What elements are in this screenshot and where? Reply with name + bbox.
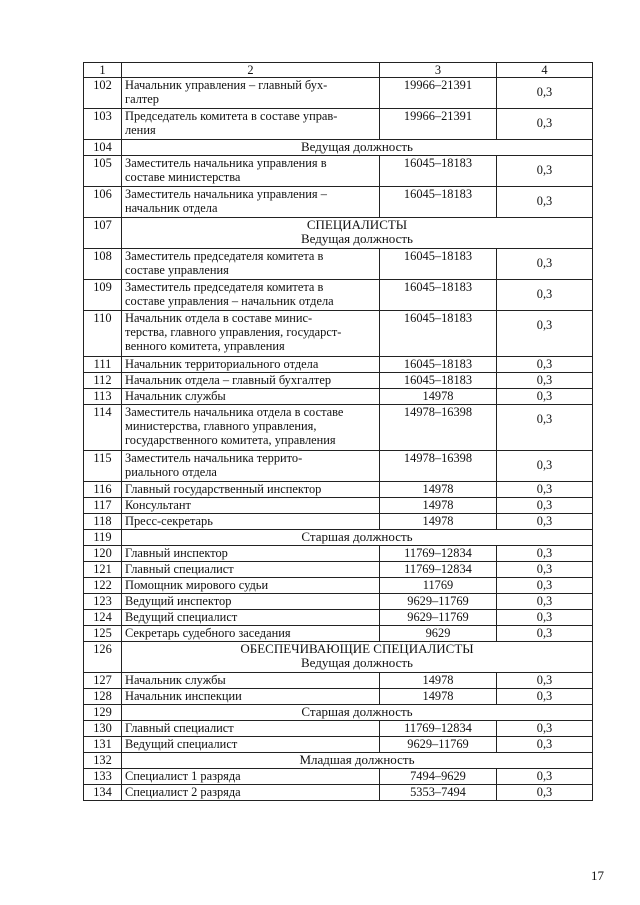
- table-row: [84, 249, 593, 280]
- section-heading: [122, 705, 593, 721]
- coefficient: 0,3: [497, 689, 593, 705]
- row-number: 113: [84, 389, 122, 405]
- row-number: 112: [84, 373, 122, 389]
- position-name: Специалист 1 разряда: [122, 769, 380, 785]
- table-row: [84, 673, 593, 689]
- row-number: 117: [84, 498, 122, 514]
- section-title-line: Ведущая должность: [301, 231, 413, 246]
- coefficient: 0,3: [497, 280, 593, 311]
- position-name: Ведущий специалист: [122, 610, 380, 626]
- position-name: Начальник инспекции: [122, 689, 380, 705]
- salary-range: 14978–16398: [380, 405, 497, 451]
- table-row: [84, 546, 593, 562]
- row-number: 123: [84, 594, 122, 610]
- row-number: 128: [84, 689, 122, 705]
- table-row: [84, 357, 593, 373]
- coefficient: 0,3: [497, 249, 593, 280]
- row-number: 114: [84, 405, 122, 451]
- salary-range: 19966–21391: [380, 78, 497, 109]
- row-number: 118: [84, 514, 122, 530]
- row-number: 132: [84, 753, 122, 769]
- row-number: 106: [84, 187, 122, 218]
- coefficient: 0,3: [497, 373, 593, 389]
- position-name: Главный специалист: [122, 562, 380, 578]
- positions-table: [83, 62, 593, 801]
- column-number-1: 1: [84, 63, 122, 78]
- coefficient: 0,3: [497, 482, 593, 498]
- row-number: 103: [84, 109, 122, 140]
- salary-range: 14978: [380, 482, 497, 498]
- section-heading: [122, 642, 593, 673]
- coefficient: 0,3: [497, 311, 593, 357]
- row-number: 130: [84, 721, 122, 737]
- table-row: [84, 626, 593, 642]
- table-row: [84, 578, 593, 594]
- coefficient: 0,3: [497, 498, 593, 514]
- row-number: 134: [84, 785, 122, 801]
- coefficient: 0,3: [497, 785, 593, 801]
- section-title-line: Ведущая должность: [301, 139, 413, 154]
- coefficient: 0,3: [497, 737, 593, 753]
- coefficient: 0,3: [497, 156, 593, 187]
- coefficient: 0,3: [497, 389, 593, 405]
- column-number-2: 2: [122, 63, 380, 78]
- row-number: 105: [84, 156, 122, 187]
- table-row: [84, 482, 593, 498]
- coefficient: 0,3: [497, 78, 593, 109]
- section-row: [84, 140, 593, 156]
- table-row: [84, 785, 593, 801]
- section-row: [84, 218, 593, 249]
- row-number: 115: [84, 451, 122, 482]
- table-row: [84, 498, 593, 514]
- coefficient: 0,3: [497, 451, 593, 482]
- table-row: [84, 280, 593, 311]
- section-row: [84, 530, 593, 546]
- row-number: 124: [84, 610, 122, 626]
- salary-range: 11769–12834: [380, 546, 497, 562]
- row-number: 121: [84, 562, 122, 578]
- coefficient: 0,3: [497, 610, 593, 626]
- row-number: 119: [84, 530, 122, 546]
- row-number: 122: [84, 578, 122, 594]
- position-name: Пресс-секретарь: [122, 514, 380, 530]
- table-row: [84, 156, 593, 187]
- position-name: Главный инспектор: [122, 546, 380, 562]
- position-name: Главный специалист: [122, 721, 380, 737]
- coefficient: 0,3: [497, 405, 593, 451]
- salary-range: 14978–16398: [380, 451, 497, 482]
- table-row: [84, 78, 593, 109]
- column-number-row: [84, 63, 593, 78]
- section-title-line: Старшая должность: [301, 529, 413, 544]
- table-row: [84, 389, 593, 405]
- row-number: 120: [84, 546, 122, 562]
- section-row: [84, 705, 593, 721]
- position-name: Специалист 2 разряда: [122, 785, 380, 801]
- salary-range: 9629–11769: [380, 737, 497, 753]
- salary-range: 11769–12834: [380, 721, 497, 737]
- salary-range: 14978: [380, 498, 497, 514]
- section-title-line: ОБЕСПЕЧИВАЮЩИЕ СПЕЦИАЛИСТЫ: [240, 641, 474, 656]
- salary-range: 14978: [380, 673, 497, 689]
- salary-range: 16045–18183: [380, 373, 497, 389]
- table-row: [84, 187, 593, 218]
- row-number: 133: [84, 769, 122, 785]
- position-name: Заместитель начальника террито- риального отдела: [122, 451, 380, 482]
- coefficient: 0,3: [497, 594, 593, 610]
- salary-range: 16045–18183: [380, 357, 497, 373]
- page-number: 17: [591, 868, 604, 883]
- table-row: [84, 451, 593, 482]
- table-row: [84, 373, 593, 389]
- position-name: Заместитель начальника управления в составе министерства: [122, 156, 380, 187]
- position-name: Начальник территориального отдела: [122, 357, 380, 373]
- position-name: Заместитель начальника отдела в составе министерства, главного управления, государственного комитета, управления: [122, 405, 380, 451]
- table-row: [84, 594, 593, 610]
- position-name: Ведущий специалист: [122, 737, 380, 753]
- row-number: 125: [84, 626, 122, 642]
- position-name: Начальник отдела – главный бухгалтер: [122, 373, 380, 389]
- coefficient: 0,3: [497, 187, 593, 218]
- coefficient: 0,3: [497, 673, 593, 689]
- coefficient: 0,3: [497, 546, 593, 562]
- position-name: Консультант: [122, 498, 380, 514]
- row-number: 110: [84, 311, 122, 357]
- coefficient: 0,3: [497, 769, 593, 785]
- coefficient: 0,3: [497, 626, 593, 642]
- section-heading: [122, 753, 593, 769]
- section-heading: [122, 530, 593, 546]
- table-row: [84, 109, 593, 140]
- section-title-line: Старшая должность: [301, 704, 413, 719]
- table-row: [84, 737, 593, 753]
- row-number: 129: [84, 705, 122, 721]
- position-name: Начальник службы: [122, 673, 380, 689]
- position-name: Ведущий инспектор: [122, 594, 380, 610]
- row-number: 131: [84, 737, 122, 753]
- coefficient: 0,3: [497, 578, 593, 594]
- section-title-line: СПЕЦИАЛИСТЫ: [306, 217, 408, 232]
- positions-table-body: [84, 63, 593, 801]
- salary-range: 11769–12834: [380, 562, 497, 578]
- position-name: Главный государственный инспектор: [122, 482, 380, 498]
- salary-range: 11769: [380, 578, 497, 594]
- row-number: 111: [84, 357, 122, 373]
- section-row: [84, 642, 593, 673]
- salary-range: 9629–11769: [380, 610, 497, 626]
- row-number: 102: [84, 78, 122, 109]
- section-heading: [122, 140, 593, 156]
- row-number: 127: [84, 673, 122, 689]
- position-name: Секретарь судебного заседания: [122, 626, 380, 642]
- section-row: [84, 753, 593, 769]
- salary-range: 16045–18183: [380, 249, 497, 280]
- table-row: [84, 689, 593, 705]
- salary-range: 9629: [380, 626, 497, 642]
- section-title-line: Ведущая должность: [301, 655, 413, 670]
- position-name: Начальник службы: [122, 389, 380, 405]
- table-row: [84, 610, 593, 626]
- position-name: Помощник мирового судьи: [122, 578, 380, 594]
- position-name: Заместитель начальника управления – начальник отдела: [122, 187, 380, 218]
- coefficient: 0,3: [497, 562, 593, 578]
- section-title-line: Младшая должность: [299, 752, 415, 767]
- table-row: [84, 562, 593, 578]
- coefficient: 0,3: [497, 109, 593, 140]
- salary-range: 5353–7494: [380, 785, 497, 801]
- salary-range: 16045–18183: [380, 156, 497, 187]
- coefficient: 0,3: [497, 514, 593, 530]
- salary-range: 19966–21391: [380, 109, 497, 140]
- column-number-3: 3: [380, 63, 497, 78]
- salary-range: 16045–18183: [380, 187, 497, 218]
- row-number: 116: [84, 482, 122, 498]
- section-heading: [122, 218, 593, 249]
- table-row: [84, 311, 593, 357]
- salary-range: 14978: [380, 689, 497, 705]
- position-name: Начальник управления – главный бух- галтер: [122, 78, 380, 109]
- row-number: 108: [84, 249, 122, 280]
- salary-range: 16045–18183: [380, 280, 497, 311]
- table-row: [84, 721, 593, 737]
- table-row: [84, 405, 593, 451]
- position-name: Заместитель председателя комитета в составе управления – начальник отдела: [122, 280, 380, 311]
- salary-range: 16045–18183: [380, 311, 497, 357]
- row-number: 104: [84, 140, 122, 156]
- table-row: [84, 769, 593, 785]
- coefficient: 0,3: [497, 721, 593, 737]
- row-number: 107: [84, 218, 122, 249]
- column-number-4: 4: [497, 63, 593, 78]
- position-name: Начальник отдела в составе минис- терства, главного управления, государст- венного комитета, управления: [122, 311, 380, 357]
- salary-range: 7494–9629: [380, 769, 497, 785]
- position-name: Председатель комитета в составе управ- ления: [122, 109, 380, 140]
- salary-range: 14978: [380, 514, 497, 530]
- table-row: [84, 514, 593, 530]
- salary-range: 9629–11769: [380, 594, 497, 610]
- position-name: Заместитель председателя комитета в составе управления: [122, 249, 380, 280]
- coefficient: 0,3: [497, 357, 593, 373]
- row-number: 109: [84, 280, 122, 311]
- salary-range: 14978: [380, 389, 497, 405]
- row-number: 126: [84, 642, 122, 673]
